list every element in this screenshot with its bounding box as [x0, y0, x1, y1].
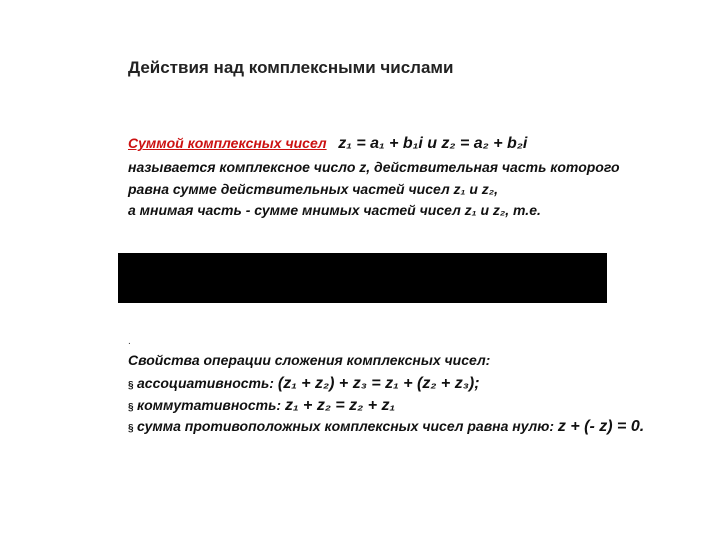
properties-heading: Свойства операции сложения комплексных чисел: — [128, 352, 491, 368]
property-label: сумма противоположных комплексных чисел равна нулю: — [137, 418, 555, 434]
property-label: коммутативность: — [137, 397, 282, 413]
property-commutativity — [128, 397, 395, 415]
formula-image-placeholder — [118, 253, 607, 303]
definition-term: Суммой комплексных чисел — [128, 135, 327, 151]
definition-line-1 — [128, 135, 713, 153]
bullet-icon: § — [128, 423, 134, 434]
sum-formula: z₁ = a₁ + b₁i и z₂ = a₂ + b₂i — [338, 135, 528, 152]
bullet-icon: § — [128, 402, 134, 413]
property-formula: z₁ + z₂ = z₂ + z₁ — [284, 397, 396, 414]
property-associativity — [128, 375, 480, 393]
property-formula: z + (- z) = 0. — [557, 418, 645, 435]
stray-mark: . — [128, 336, 131, 347]
property-formula: (z₁ + z₂) + z₃ = z₁ + (z₂ + z₃); — [277, 375, 480, 392]
definition-line-4: а мнимая часть - сумме мнимых частей чисел z₁ и z₂, т.е. — [128, 202, 541, 218]
definition-line-2: называется комплексное число z, действительная часть которого — [128, 159, 620, 175]
bullet-icon: § — [128, 380, 134, 391]
definition-line-3: равна сумме действительных частей чисел z₁ и z₂, — [128, 181, 499, 197]
property-label: ассоциативность: — [137, 375, 274, 391]
property-opposite-sum — [128, 418, 644, 436]
slide-title: Действия над комплексными числами — [128, 58, 454, 77]
